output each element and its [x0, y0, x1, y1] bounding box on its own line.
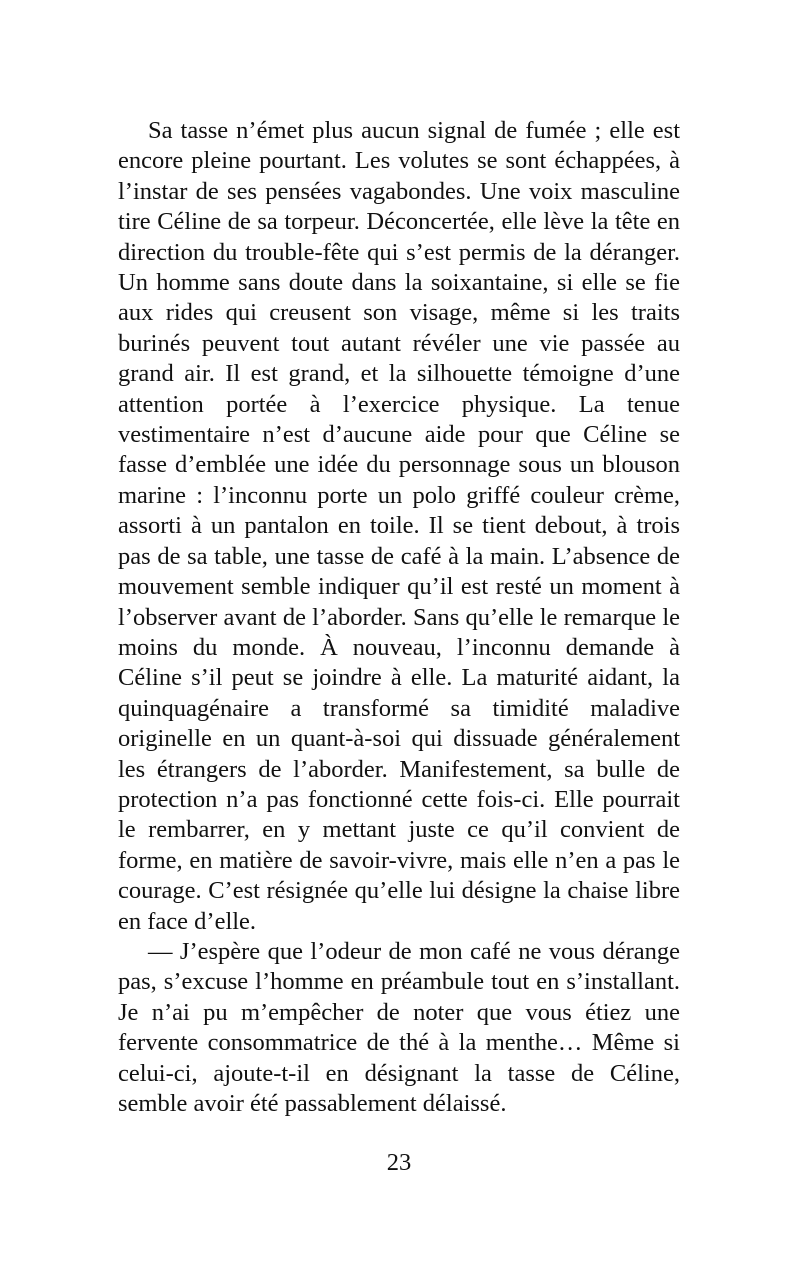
page-number: 23: [386, 1149, 412, 1176]
paragraph-2: — J’espère que l’odeur de mon café ne vous dérange pas, s’excuse l’homme en préambule tout en s’installant. Je n’ai pu m’empêcher de noter que vous étiez une fervente consommatrice de thé à la menthe… Même si celui-ci, ajoute-t-il en désignant la tasse de Céline, semble avoir été passablement délaissé.: [118, 937, 680, 1117]
paragraph-1: Sa tasse n’émet plus aucun signal de fumée ; elle est encore pleine pourtant. Les volutes se sont échappées, à l’instar de ses pensées vagabondes. Une voix masculine tire Céline de sa torpeur. Déconcertée, elle lève la tête en direction du trouble-fête qui s’est permis de la déranger. Un homme sans doute dans la soixantaine, si elle se fie aux rides qui creusent son visage, même si les traits burinés peuvent tout autant révéler une vie passée au grand air. Il est grand, et la silhouette témoigne d’une attention portée à l’exercice physique. La tenue vestimentaire n’est d’aucune aide pour que Céline se fasse d’emblée une idée du personnage sous un blouson marine : l’inconnu porte un polo griffé couleur crème, assorti à un pantalon en toile. Il se tient debout, à trois pas de sa table, une tasse de café à la main. L’absence de mouvement semble indiquer qu’il est resté un moment à l’observer avant de l’aborder. Sans qu’elle le remarque le moins du monde. À nouveau, l’inconnu demande à Céline s’il peut se joindre à elle. La maturité aidant, la quinquagénaire a transformé sa timidité maladive originelle en un quant-à-soi qui dissuade généralement les étrangers de l’aborder. Manifestement, sa bulle de protection n’a pas fonctionné cette fois-ci. Elle pourrait le rembarrer, en y mettant juste ce qu’il convient de forme, en matière de savoir-vivre, mais elle n’en a pas le courage. C’est résignée qu’elle lui désigne la chaise libre en face d’elle.: [118, 117, 680, 935]
body-text: [118, 116, 680, 1119]
